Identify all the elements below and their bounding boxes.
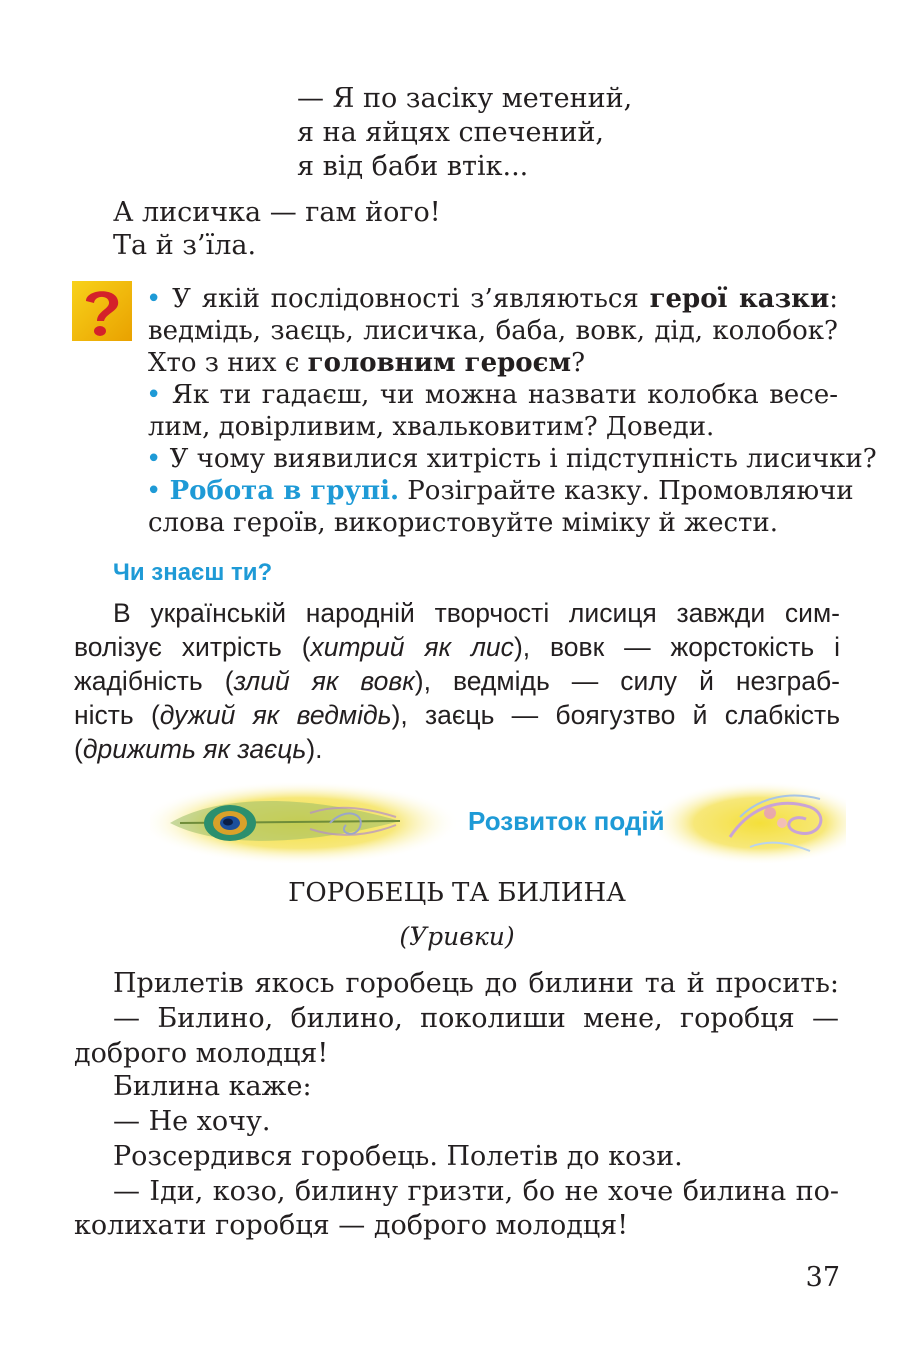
poem-line: я від баби втік... bbox=[297, 151, 529, 182]
story-ending-line: А лисичка — гам його! bbox=[113, 197, 441, 228]
story-line-1: Прилетів якось горобець до билини та й просить: bbox=[113, 968, 839, 999]
did-you-know-line-4 bbox=[74, 698, 840, 732]
story-line-8: колихати горобця — доброго молодця! bbox=[74, 1210, 629, 1241]
section-banner-title: Розвиток подій bbox=[468, 806, 665, 836]
question-2-line-1 bbox=[146, 379, 838, 411]
story-line-2: — Билино, билино, поколиши мене, горобця — bbox=[113, 1003, 839, 1034]
flourish-icon bbox=[710, 777, 840, 863]
italic-text: хитрий як лис bbox=[310, 632, 514, 662]
bold-text: герої казки bbox=[649, 284, 830, 314]
text: : bbox=[829, 284, 838, 314]
text: волізує хитрість ( bbox=[74, 632, 311, 662]
question-2-line-2: лим, довірливим, хвальковитим? Доведи. bbox=[148, 412, 715, 442]
question-4-line-1 bbox=[146, 475, 854, 507]
story-line-5: — Не хочу. bbox=[113, 1106, 271, 1137]
question-3-line-1 bbox=[146, 443, 877, 475]
italic-text: дрижить як заєць bbox=[82, 734, 307, 764]
italic-text: дужий як ведмідь bbox=[159, 700, 392, 730]
bullet-icon: • bbox=[146, 380, 162, 410]
bullet-icon: • bbox=[146, 476, 162, 506]
bold-text: головним героєм bbox=[307, 348, 572, 378]
story-line-4: Билина каже: bbox=[113, 1071, 312, 1102]
poem-line: — Я по засіку метений, bbox=[297, 83, 633, 114]
bullet-icon: • bbox=[146, 284, 162, 314]
did-you-know-line-3 bbox=[74, 664, 840, 698]
text: Як ти гадаєш, чи можна назвати колобка весе- bbox=[171, 380, 839, 410]
text: У чому виявилися хитрість і підступність лисички? bbox=[169, 444, 877, 474]
did-you-know-line-5 bbox=[74, 732, 323, 766]
story-line-7: — Іди, козо, билину гризти, бо не хоче билина по- bbox=[113, 1176, 839, 1207]
story-subtitle: (Уривки) bbox=[399, 922, 515, 951]
poem-line: я на яйцях спечений, bbox=[297, 117, 605, 148]
text: У якій послідовності з’являються bbox=[172, 284, 650, 314]
text: ( bbox=[74, 734, 83, 764]
did-you-know-heading: Чи знаєш ти? bbox=[113, 559, 273, 586]
text: ), ведмідь — силу й незграб- bbox=[414, 666, 840, 696]
text: В українській народній творчості лисиця завжди сим- bbox=[113, 598, 840, 628]
text: ), заєць — боягузтво й слабкість bbox=[391, 700, 840, 730]
text: ). bbox=[306, 734, 323, 764]
text: Хто з них є bbox=[148, 348, 308, 378]
did-you-know-line-2 bbox=[74, 630, 840, 664]
text: ? bbox=[571, 348, 586, 378]
question-1-line-1 bbox=[146, 283, 838, 315]
question-mark-icon bbox=[72, 281, 132, 341]
question-1-line-3 bbox=[148, 347, 585, 379]
section-banner bbox=[150, 777, 846, 863]
text: жадібність ( bbox=[74, 666, 234, 696]
story-ending-line: Та й з’їла. bbox=[113, 230, 257, 261]
question-1-line-2: ведмідь, заєць, лисичка, баба, вовк, дід, колобок? bbox=[148, 316, 838, 346]
italic-text: злий як вовк bbox=[233, 666, 415, 696]
story-line-3: доброго молодця! bbox=[74, 1038, 329, 1069]
did-you-know-line-1 bbox=[74, 596, 840, 630]
text: Розіграйте казку. Промовляючи bbox=[399, 476, 854, 506]
text: ність ( bbox=[74, 700, 160, 730]
group-work-label: Робота в групі. bbox=[169, 476, 400, 506]
page-number: 37 bbox=[805, 1262, 840, 1293]
question-4-line-2: слова героїв, використовуйте міміку й жести. bbox=[148, 508, 778, 538]
peacock-feather-icon bbox=[160, 783, 410, 857]
text: ), вовк — жорстокість і bbox=[513, 632, 840, 662]
bullet-icon: • bbox=[146, 444, 162, 474]
story-line-6: Розсердився горобець. Полетів до кози. bbox=[113, 1141, 683, 1172]
story-title: ГОРОБЕЦЬ ТА БИЛИНА bbox=[288, 878, 626, 908]
